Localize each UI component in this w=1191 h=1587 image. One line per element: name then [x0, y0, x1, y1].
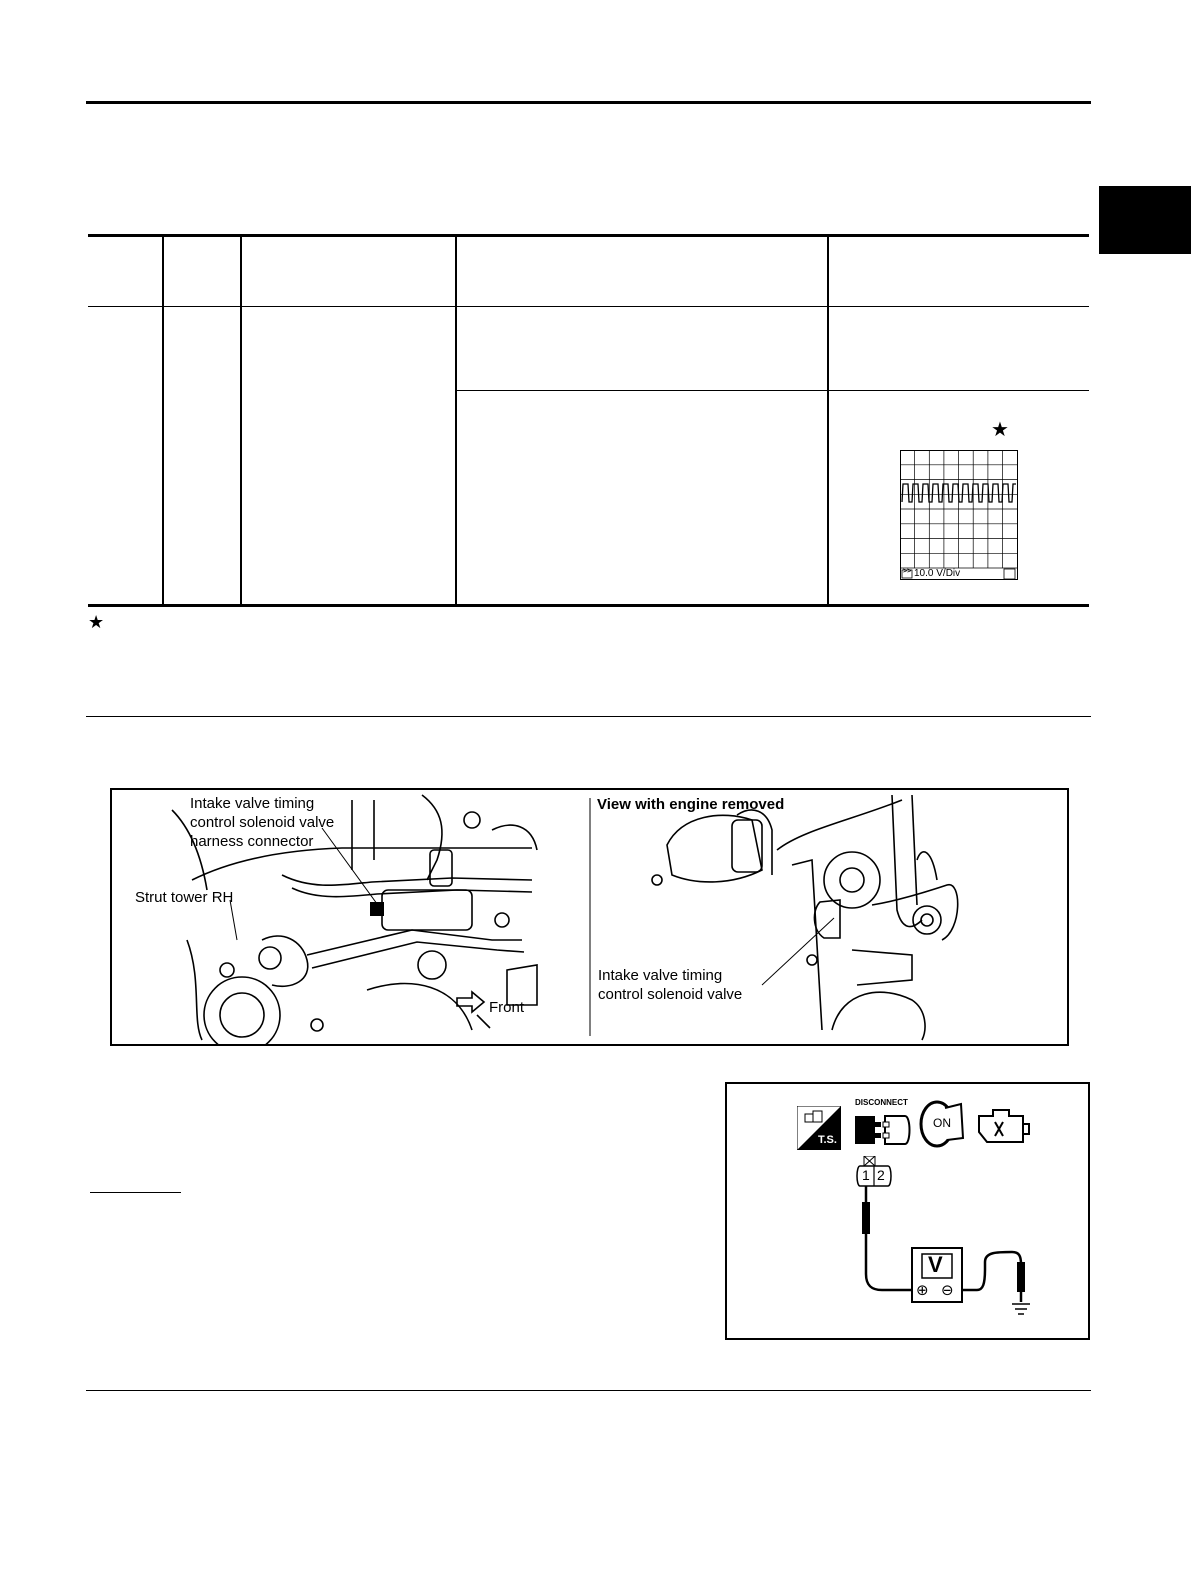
link-underline [90, 1192, 181, 1193]
label-connector-line-2: control solenoid valve [190, 814, 335, 831]
footnote-star: ★ [88, 612, 105, 632]
header-rule [86, 101, 1091, 104]
voltmeter-label: V [928, 1252, 943, 1277]
table-col-3 [455, 234, 457, 607]
table-col-1 [162, 234, 164, 607]
label-engine-removed: View with engine removed [597, 796, 785, 813]
label-strut-tower: Strut tower RH [135, 889, 234, 906]
label-valve-line-1: Intake valve timing [598, 967, 723, 984]
table-star-mark: ★ [991, 419, 1009, 441]
disconnect-icon-label: DISCONNECT [855, 1098, 908, 1107]
ignition-on-label: ON [933, 1116, 951, 1130]
voltmeter-plus-terminal: ⊕ [916, 1282, 929, 1299]
ts-icon-label: T.S. [818, 1134, 837, 1146]
table-bottom-rule [88, 604, 1089, 607]
section-tab-marker [1099, 186, 1191, 254]
label-front: Front [489, 999, 525, 1016]
table-col-2 [240, 234, 242, 607]
table-row-rule [456, 390, 1089, 391]
label-valve-line-2: control solenoid valve [598, 986, 743, 1003]
voltage-check-figure [725, 1082, 1090, 1340]
label-connector-line-1: Intake valve timing [190, 795, 315, 812]
connector-pin-1: 1 [862, 1167, 870, 1183]
table-col-4 [827, 234, 829, 607]
waveform-indicator: >> [903, 568, 912, 575]
voltmeter-wiring [727, 1084, 1092, 1342]
label-connector-line-3: harness connector [190, 833, 314, 850]
footer-rule [86, 1390, 1091, 1391]
waveform-grid [900, 450, 1018, 580]
voltmeter-minus-terminal: ⊖ [941, 1282, 954, 1299]
table-header-rule [88, 306, 1089, 307]
component-location-figure [110, 788, 1069, 1046]
waveform-scale-label: 10.0 V/Div [914, 568, 961, 579]
table-top-rule [88, 234, 1089, 237]
section-rule-1 [86, 716, 1091, 717]
connector-pin-2: 2 [877, 1167, 885, 1183]
waveform-scope [900, 450, 1018, 580]
